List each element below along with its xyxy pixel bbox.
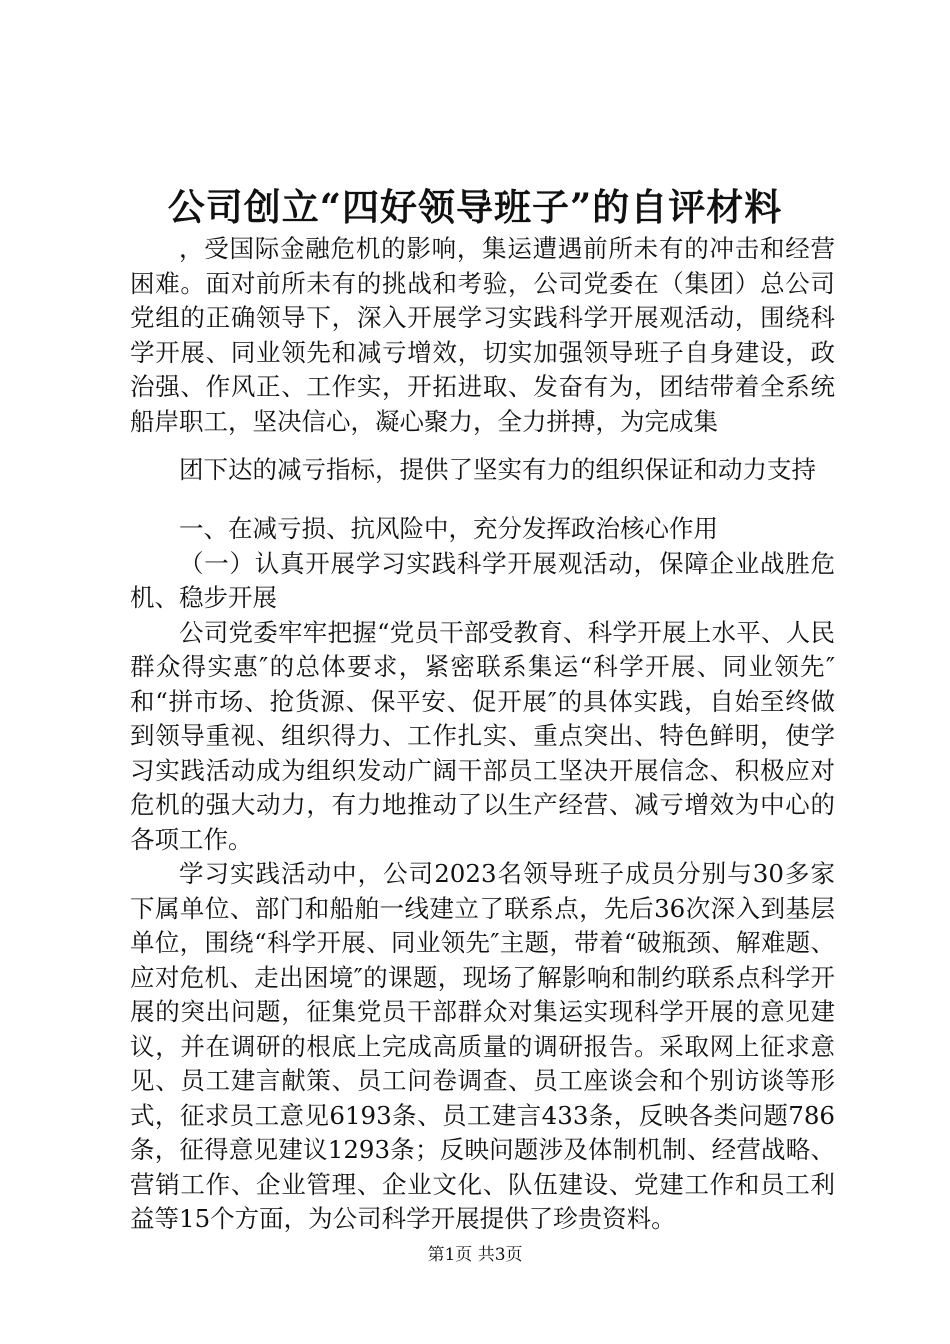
document-title: 公司创立“四好领导班子”的自评材料 — [167, 185, 783, 229]
page-number: 第1页 共3页 — [427, 1245, 523, 1265]
paragraph-intro: ，受国际金融危机的影响，集运遭遇前所未有的冲击和经营困难。面对前所未有的挑战和考验，公司党委在（集团）总公司党组的正确领导下，深入开展学习实践科学开展观活动，围绕科学开展、同业领先和减亏增效，切实加强领导班子自身建设，政治强、作风正、工作实，开拓进取、发奋有为，团结带着全系统船岸职工，坚决信心，凝心聚力，全力拼搏，为完成集 — [130, 234, 835, 436]
intro-continuation-block — [130, 453, 835, 488]
paragraph-body-1: 公司党委牢牢把握“党员干部受教育、科学开展上水平、人民群众得实惠″的总体要求，紧密联系集运“科学开展、同业领先″和“拼市场、抢货源、保平安、促开展″的具体实践，自始至终做到领导重视、组织得力、工作扎实、重点突出、特色鲜明，使学习实践活动成为组织发动广阔干部员工坚决开展信念、积极应对危机的强大动力，有力地推动了以生产经营、减亏增效为中心的各项工作。 — [130, 617, 835, 854]
intro-block — [130, 232, 835, 439]
subsection-heading: （一）认真开展学习实践科学开展观活动，保障企业战胜危机、稳步开展 — [130, 548, 835, 612]
section-heading: 一、在减亏损、抗风险中，充分发挥政治核心作用 — [179, 514, 718, 543]
paragraph-intro-continuation: 团下达的减亏指标，提供了坚实有力的组织保证和动力支持 — [179, 455, 816, 484]
main-block — [130, 512, 835, 1237]
paragraph-body-2: 学习实践活动中，公司2023名领导班子成员分别与30多家下属单位、部门和船舶一线建立了联系点，先后36次深入到基层单位，围绕“科学开展、同业领先″主题，带着“破瓶颈、解难题、应对危机、走出困境″的课题，现场了解影响和制约联系点科学开展的突出问题，征集党员干部群众对集运实现科学开展的意见建议，并在调研的根底上完成高质量的调研报告。采取网上征求意见、员工建言献策、员工问卷调查、员工座谈会和个别访谈等形式，征求员工意见6193条、员工建言433条，反映各类问题786条，征得意见建议1293条；反映问题涉及体制机制、经营战略、营销工作、企业管理、企业文化、队伍建设、党建工作和员工利益等15个方面，为公司科学开展提供了珍贵资料。 — [130, 859, 835, 1233]
